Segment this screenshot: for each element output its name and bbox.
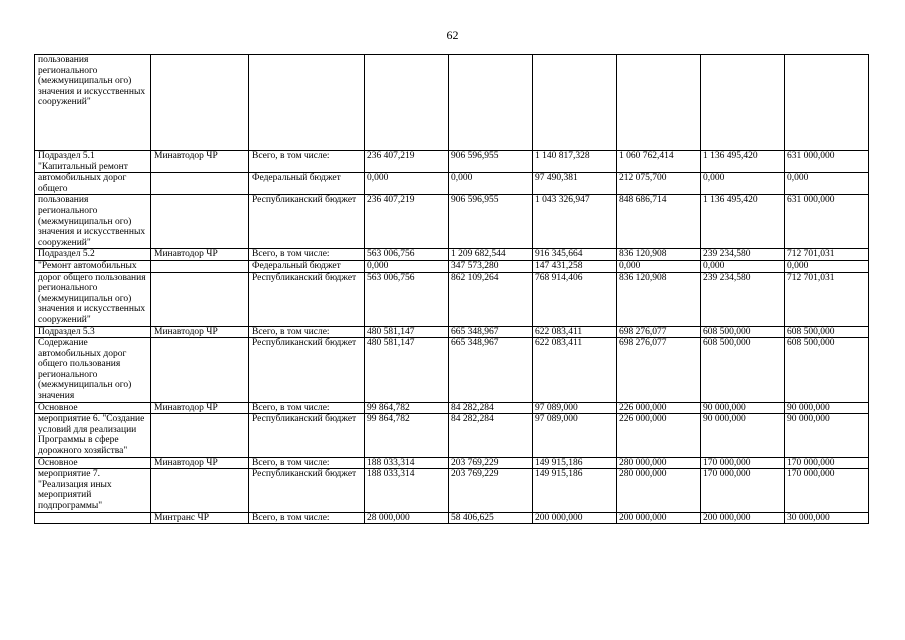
- executor-cell: [151, 338, 249, 403]
- amount-cell: 203 769,229: [449, 457, 533, 469]
- executor-cell: Минавтодор ЧР: [151, 249, 249, 261]
- amount-cell: 862 109,264: [449, 272, 533, 326]
- amount-cell: 712 701,031: [785, 249, 869, 261]
- executor-cell: [151, 55, 249, 151]
- name-cell: Основное: [35, 402, 151, 414]
- amount-cell: 608 500,000: [701, 326, 785, 338]
- amount-cell: 631 000,000: [785, 195, 869, 249]
- amount-cell: 1 209 682,544: [449, 249, 533, 261]
- name-cell: дорог общего пользования регионального (межмуниципальн ого) значения и искусственных сооружений": [35, 272, 151, 326]
- source-cell: Республиканский бюджет: [249, 414, 365, 457]
- table-row: [35, 457, 869, 469]
- amount-cell: 226 000,000: [617, 402, 701, 414]
- amount-cell: 1 043 326,947: [533, 195, 617, 249]
- executor-cell: [151, 173, 249, 195]
- executor-cell: [151, 414, 249, 457]
- amount-cell: 622 083,411: [533, 326, 617, 338]
- amount-cell: 608 500,000: [785, 338, 869, 403]
- amount-cell: 0,000: [785, 173, 869, 195]
- amount-cell: 0,000: [449, 173, 533, 195]
- amount-cell: 1 140 817,328: [533, 151, 617, 173]
- amount-cell: 622 083,411: [533, 338, 617, 403]
- name-cell: Подраздел 5.3: [35, 326, 151, 338]
- amount-cell: 0,000: [785, 260, 869, 272]
- source-cell: [249, 55, 365, 151]
- amount-cell: 0,000: [701, 173, 785, 195]
- amount-cell: [449, 55, 533, 151]
- table-row: [35, 272, 869, 326]
- amount-cell: 170 000,000: [785, 469, 869, 512]
- executor-cell: Минтранс ЧР: [151, 512, 249, 524]
- source-cell: Всего, в том числе:: [249, 249, 365, 261]
- amount-cell: 97 490,381: [533, 173, 617, 195]
- amount-cell: 188 033,314: [365, 469, 449, 512]
- table-row: [35, 55, 869, 151]
- amount-cell: 848 686,714: [617, 195, 701, 249]
- amount-cell: 212 075,700: [617, 173, 701, 195]
- amount-cell: 631 000,000: [785, 151, 869, 173]
- amount-cell: 608 500,000: [785, 326, 869, 338]
- amount-cell: 188 033,314: [365, 457, 449, 469]
- amount-cell: [701, 55, 785, 151]
- table-row: [35, 151, 869, 173]
- table-row: [35, 195, 869, 249]
- executor-cell: [151, 195, 249, 249]
- source-cell: Всего, в том числе:: [249, 402, 365, 414]
- amount-cell: 90 000,000: [701, 402, 785, 414]
- amount-cell: 280 000,000: [617, 469, 701, 512]
- name-cell: автомобильных дорог общего: [35, 173, 151, 195]
- amount-cell: 698 276,077: [617, 326, 701, 338]
- amount-cell: 149 915,186: [533, 469, 617, 512]
- amount-cell: 239 234,580: [701, 272, 785, 326]
- amount-cell: 836 120,908: [617, 272, 701, 326]
- source-cell: Всего, в том числе:: [249, 512, 365, 524]
- amount-cell: 480 581,147: [365, 326, 449, 338]
- amount-cell: 906 596,955: [449, 195, 533, 249]
- source-cell: Республиканский бюджет: [249, 469, 365, 512]
- amount-cell: [785, 55, 869, 151]
- amount-cell: 90 000,000: [701, 414, 785, 457]
- amount-cell: 170 000,000: [701, 457, 785, 469]
- name-cell: пользования регионального (межмуниципальн ого) значения и искусственных сооружений": [35, 55, 151, 151]
- executor-cell: [151, 272, 249, 326]
- amount-cell: 90 000,000: [785, 402, 869, 414]
- table-row: [35, 414, 869, 457]
- amount-cell: 236 407,219: [365, 151, 449, 173]
- amount-cell: 1 136 495,420: [701, 195, 785, 249]
- name-cell: [35, 512, 151, 524]
- budget-table: [34, 54, 869, 524]
- amount-cell: 226 000,000: [617, 414, 701, 457]
- amount-cell: 200 000,000: [617, 512, 701, 524]
- table-row: [35, 326, 869, 338]
- source-cell: Федеральный бюджет: [249, 173, 365, 195]
- table-row: [35, 173, 869, 195]
- executor-cell: Минавтодор ЧР: [151, 151, 249, 173]
- name-cell: Основное: [35, 457, 151, 469]
- amount-cell: 665 348,967: [449, 326, 533, 338]
- name-cell: мероприятие 6. "Создание условий для реализации Программы в сфере дорожного хозяйства": [35, 414, 151, 457]
- table-row: [35, 260, 869, 272]
- amount-cell: 0,000: [365, 173, 449, 195]
- source-cell: Республиканский бюджет: [249, 272, 365, 326]
- amount-cell: 200 000,000: [533, 512, 617, 524]
- amount-cell: 1 136 495,420: [701, 151, 785, 173]
- amount-cell: [533, 55, 617, 151]
- amount-cell: 665 348,967: [449, 338, 533, 403]
- amount-cell: 58 406,625: [449, 512, 533, 524]
- amount-cell: 203 769,229: [449, 469, 533, 512]
- amount-cell: 563 006,756: [365, 249, 449, 261]
- amount-cell: 280 000,000: [617, 457, 701, 469]
- amount-cell: 698 276,077: [617, 338, 701, 403]
- amount-cell: 30 000,000: [785, 512, 869, 524]
- amount-cell: 84 282,284: [449, 414, 533, 457]
- amount-cell: 239 234,580: [701, 249, 785, 261]
- source-cell: Федеральный бюджет: [249, 260, 365, 272]
- amount-cell: 149 915,186: [533, 457, 617, 469]
- amount-cell: 836 120,908: [617, 249, 701, 261]
- executor-cell: [151, 469, 249, 512]
- amount-cell: 916 345,664: [533, 249, 617, 261]
- amount-cell: 200 000,000: [701, 512, 785, 524]
- source-cell: Всего, в том числе:: [249, 151, 365, 173]
- source-cell: Всего, в том числе:: [249, 326, 365, 338]
- table-row: [35, 469, 869, 512]
- amount-cell: 906 596,955: [449, 151, 533, 173]
- amount-cell: 170 000,000: [701, 469, 785, 512]
- executor-cell: Минавтодор ЧР: [151, 402, 249, 414]
- table-row: [35, 249, 869, 261]
- amount-cell: 0,000: [365, 260, 449, 272]
- name-cell: Подраздел 5.2: [35, 249, 151, 261]
- amount-cell: 768 914,406: [533, 272, 617, 326]
- amount-cell: 236 407,219: [365, 195, 449, 249]
- amount-cell: 90 000,000: [785, 414, 869, 457]
- table-row: [35, 338, 869, 403]
- amount-cell: 147 431,258: [533, 260, 617, 272]
- source-cell: Республиканский бюджет: [249, 195, 365, 249]
- executor-cell: [151, 260, 249, 272]
- name-cell: "Ремонт автомобильных: [35, 260, 151, 272]
- amount-cell: 170 000,000: [785, 457, 869, 469]
- executor-cell: Минавтодор ЧР: [151, 457, 249, 469]
- table-row: [35, 512, 869, 524]
- amount-cell: [617, 55, 701, 151]
- name-cell: Содержание автомобильных дорог общего пользования регионального (межмуниципальн ого) значения: [35, 338, 151, 403]
- name-cell: мероприятие 7. "Реализация иных мероприятий подпрограммы": [35, 469, 151, 512]
- amount-cell: 97 089,000: [533, 402, 617, 414]
- amount-cell: 712 701,031: [785, 272, 869, 326]
- executor-cell: Минавтодор ЧР: [151, 326, 249, 338]
- amount-cell: 0,000: [617, 260, 701, 272]
- amount-cell: [365, 55, 449, 151]
- table-body: [35, 55, 869, 524]
- amount-cell: 99 864,782: [365, 402, 449, 414]
- name-cell: Подраздел 5.1 "Капитальный ремонт: [35, 151, 151, 173]
- source-cell: Республиканский бюджет: [249, 338, 365, 403]
- amount-cell: 608 500,000: [701, 338, 785, 403]
- amount-cell: 84 282,284: [449, 402, 533, 414]
- amount-cell: 1 060 762,414: [617, 151, 701, 173]
- name-cell: пользования регионального (межмуниципальн ого) значения и искусственных сооружений": [35, 195, 151, 249]
- source-cell: Всего, в том числе:: [249, 457, 365, 469]
- amount-cell: 563 006,756: [365, 272, 449, 326]
- amount-cell: 99 864,782: [365, 414, 449, 457]
- amount-cell: 28 000,000: [365, 512, 449, 524]
- page-number: 62: [446, 28, 459, 42]
- amount-cell: 347 573,280: [449, 260, 533, 272]
- amount-cell: 97 089,000: [533, 414, 617, 457]
- amount-cell: 0,000: [701, 260, 785, 272]
- amount-cell: 480 581,147: [365, 338, 449, 403]
- table-row: [35, 402, 869, 414]
